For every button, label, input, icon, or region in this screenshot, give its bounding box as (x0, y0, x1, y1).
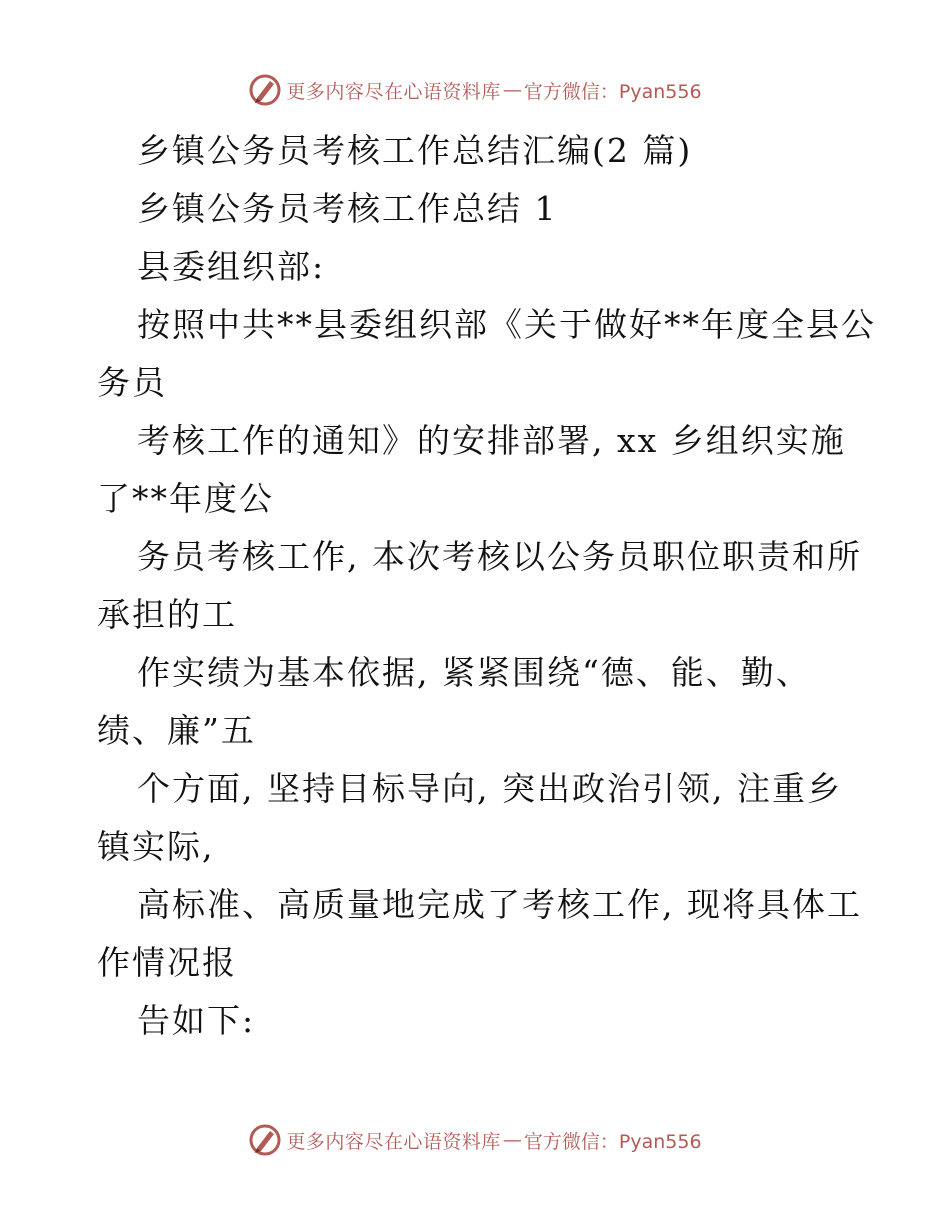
header-watermark (0, 70, 950, 110)
doc-line: 考核工作的通知》的安排部署, xx 乡组织实施 (137, 421, 846, 460)
watermark-main-text: 更多内容尽在心语资料库 (286, 1130, 501, 1153)
doc-line: 按照中共**县委组织部《关于做好**年度全县公 (137, 305, 876, 344)
doc-line: 高标准、高质量地完成了考核工作, 现将具体工 (137, 885, 862, 924)
doc-line: 务员 (97, 363, 167, 402)
watermark-separator: — (502, 1129, 522, 1151)
doc-line: 作实绩为基本依据, 紧紧围绕“德、能、勤、 (137, 653, 811, 692)
doc-line: 个方面, 坚持目标导向, 突出政治引领, 注重乡 (137, 769, 842, 808)
doc-line: 承担的工 (97, 595, 237, 634)
watermark-separator: — (502, 79, 522, 101)
doc-title: 乡镇公务员考核工作总结汇编(2 篇) (137, 131, 693, 170)
doc-line: 了**年度公 (97, 479, 274, 518)
doc-line: 务员考核工作, 本次考核以公务员职位职责和所 (137, 537, 862, 576)
doc-line: 告如下: (137, 1001, 256, 1040)
footer-watermark (0, 1120, 950, 1160)
pen-logo-icon (248, 73, 282, 107)
watermark-sub-text: 官方微信：Pyan556 (523, 80, 702, 103)
pen-logo-icon (248, 1123, 282, 1157)
watermark-main-text: 更多内容尽在心语资料库 (286, 80, 501, 103)
doc-line: 绩、廉”五 (97, 711, 256, 750)
doc-line: 作情况报 (97, 943, 237, 982)
doc-addressee: 县委组织部: (137, 247, 326, 286)
doc-line: 镇实际, (97, 827, 215, 866)
document-body (97, 122, 876, 1050)
doc-subtitle: 乡镇公务员考核工作总结 1 (137, 189, 558, 228)
watermark-sub-text: 官方微信：Pyan556 (523, 1130, 702, 1153)
